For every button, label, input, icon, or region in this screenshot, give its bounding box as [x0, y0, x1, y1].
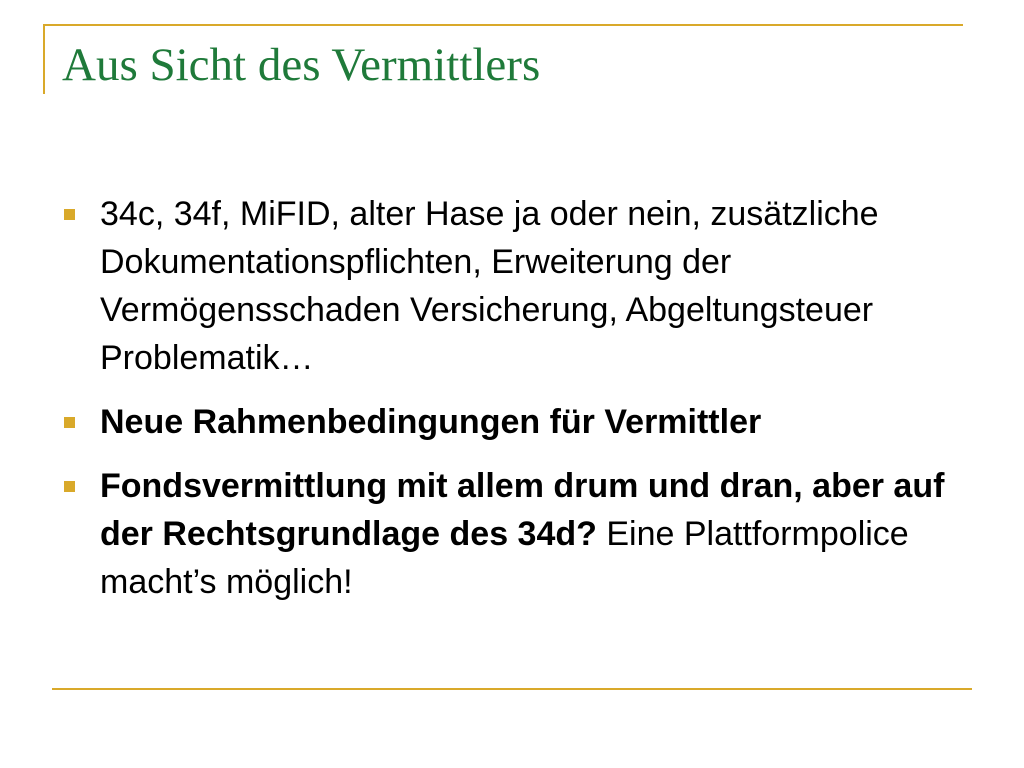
bullet-item [62, 190, 962, 382]
left-border-line [43, 24, 45, 94]
bullet-text: 34c, 34f, MiFID, alter Hase ja oder nein, zusätzliche Dokumentationspflichten, Erweiterung der Vermögensschaden Versicherung, Abgeltungsteuer Problematik… [100, 195, 879, 377]
bullet-bold-text: Fondsvermittlung mit allem drum und dran, aber auf der Rechtsgrundlage des 34d? [100, 467, 945, 553]
bullet-square-icon [64, 481, 75, 492]
bullet-text: Neue Rahmenbedingungen für Vermittler [100, 403, 762, 441]
bullet-square-icon [64, 417, 75, 428]
bullet-item [62, 462, 962, 606]
bottom-divider-line [52, 688, 972, 690]
bullet-item [62, 398, 962, 446]
bullet-list [62, 190, 962, 622]
bullet-square-icon [64, 209, 75, 220]
slide-title: Aus Sicht des Vermittlers [62, 39, 541, 91]
top-border-line [43, 24, 963, 26]
bullet-text: Eine Plattformpolice macht’s möglich! [100, 515, 909, 601]
